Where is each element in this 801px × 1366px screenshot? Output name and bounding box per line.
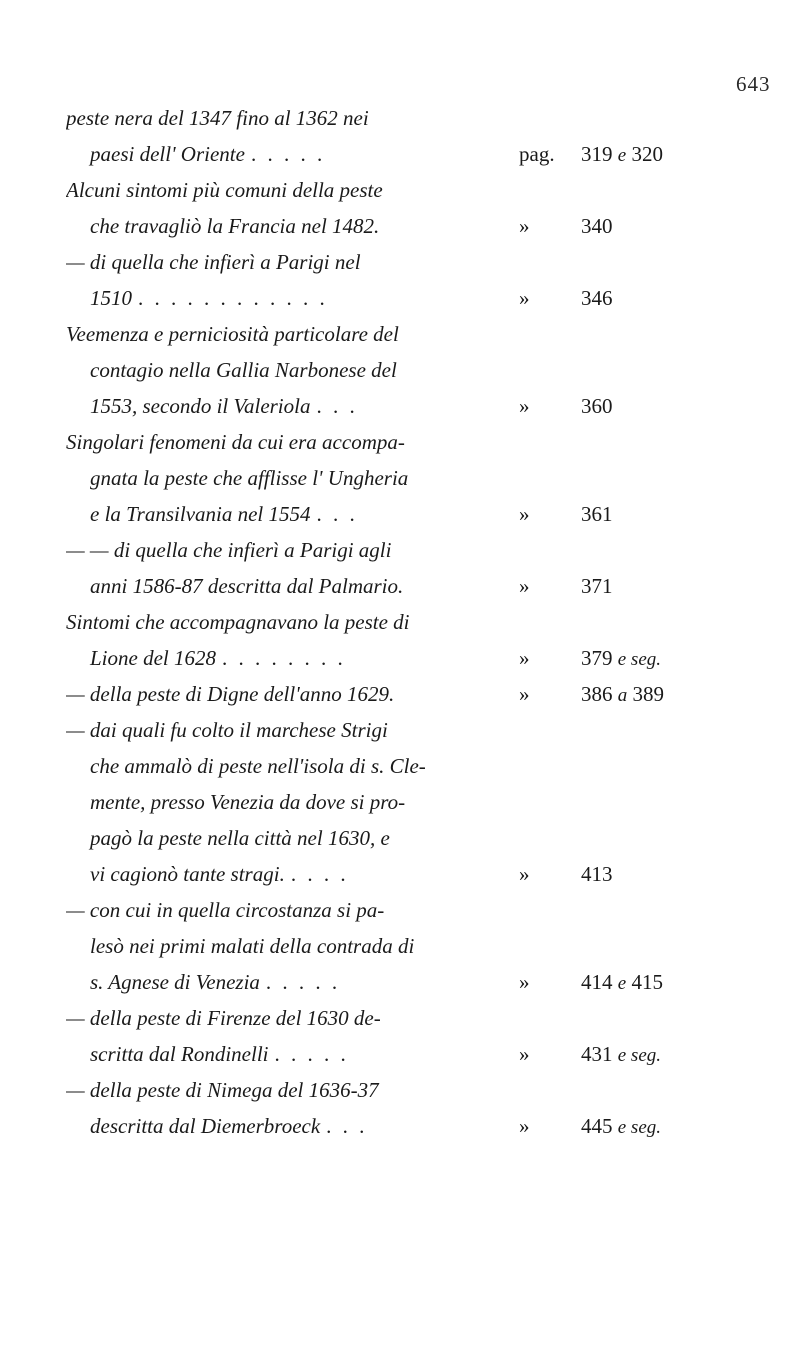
entry-text: e la Transilvania nel 1554	[90, 502, 311, 526]
page-ref-number-end: 389	[632, 682, 664, 706]
page-marker: »	[519, 502, 530, 526]
entry-line	[66, 820, 786, 856]
entry-line	[66, 460, 786, 496]
entry-text: s. Agnese di Venezia	[90, 970, 260, 994]
entry-text: pagò la peste nella città nel 1630, e	[90, 826, 390, 850]
entry-line	[66, 352, 786, 388]
index-entry	[66, 424, 786, 532]
dot-leader: . . . . .	[265, 970, 341, 994]
dot-leader: . . .	[316, 502, 358, 526]
dot-leader: . . . . . . . .	[222, 646, 346, 670]
entry-line	[66, 280, 786, 316]
entry-line	[66, 1036, 786, 1072]
entry-line	[66, 424, 786, 460]
entry-line	[66, 856, 786, 892]
page-ref-number: 386	[581, 682, 613, 706]
page-ref-number: 379	[581, 646, 613, 670]
entry-line	[66, 1072, 786, 1108]
page-ref-conjunction: e seg.	[617, 1045, 662, 1066]
entry-line	[66, 784, 786, 820]
page-ref-conjunction: e seg.	[617, 1117, 662, 1138]
entry-line	[66, 172, 786, 208]
dot-leader: . . . . .	[274, 1042, 349, 1066]
entry-text: — della peste di Firenze del 1630 de-	[66, 1006, 381, 1030]
entry-text: Veemenza e perniciosità particolare del	[66, 322, 399, 346]
entry-text: gnata la peste che afflisse l' Ungheria	[90, 466, 409, 490]
index-entry	[66, 172, 786, 244]
index-entry	[66, 244, 786, 316]
entry-line	[66, 928, 786, 964]
entry-line	[66, 964, 786, 1000]
page-ref-number: 346	[581, 286, 613, 310]
index-entry	[66, 532, 786, 604]
page-ref-conjunction: e	[617, 145, 627, 166]
page-reference	[581, 280, 613, 316]
entry-text: che travagliò la Francia nel 1482.	[90, 214, 380, 238]
page-ref-number: 413	[581, 862, 613, 886]
index-entry	[66, 676, 786, 712]
dot-leader: . . . . .	[250, 142, 326, 166]
dot-leader	[400, 676, 511, 712]
page-ref-number: 445	[581, 1114, 613, 1138]
entry-text: scritta dal Rondinelli	[90, 1042, 269, 1066]
index-entry	[66, 100, 786, 172]
page-reference	[581, 1108, 661, 1146]
page-marker: »	[519, 1114, 530, 1138]
entry-line	[66, 100, 786, 136]
index-entry	[66, 604, 786, 676]
entry-line	[66, 388, 786, 424]
entry-text: lesò nei primi malati della contrada di	[90, 934, 415, 958]
page-marker: pag.	[519, 142, 555, 166]
entry-text: anni 1586-87 descritta dal Palmario.	[90, 574, 404, 598]
entry-line	[66, 136, 786, 172]
entry-line	[66, 1108, 786, 1144]
page-marker: »	[519, 286, 530, 310]
page-ref-number: 340	[581, 214, 613, 238]
entry-line	[66, 748, 786, 784]
entry-text: — con cui in quella circostanza si pa-	[66, 898, 385, 922]
page-reference	[581, 496, 613, 532]
dot-leader: . . . . . . . . . . . .	[138, 286, 328, 310]
page-marker: »	[519, 1042, 530, 1066]
entry-line	[66, 892, 786, 928]
dot-leader	[385, 208, 511, 244]
index-entry	[66, 712, 786, 892]
entry-text: descritta dal Diemerbroeck	[90, 1114, 321, 1138]
page-reference	[581, 568, 613, 604]
page-reference	[581, 676, 664, 714]
page-reference	[581, 388, 613, 424]
entry-text: peste nera del 1347 fino al 1362 nei	[66, 106, 369, 130]
entry-line	[66, 244, 786, 280]
page-marker: »	[519, 970, 530, 994]
page-marker: »	[519, 646, 530, 670]
dot-leader: . . . .	[290, 862, 349, 886]
page-marker: »	[519, 394, 530, 418]
entry-text: — di quella che infierì a Parigi nel	[66, 250, 361, 274]
page-marker: »	[519, 862, 530, 886]
entry-text: contagio nella Gallia Narbonese del	[90, 358, 397, 382]
page-number: 643	[736, 72, 771, 96]
dot-leader	[409, 568, 511, 604]
page-ref-number: 319	[581, 142, 613, 166]
page-marker: »	[519, 214, 530, 238]
page-ref-conjunction: e	[617, 973, 627, 994]
entry-text: mente, presso Venezia da dove si pro-	[90, 790, 406, 814]
entry-line	[66, 532, 786, 568]
page-reference	[581, 640, 661, 678]
entry-text: 1510	[90, 286, 132, 310]
entry-text: paesi dell' Oriente	[90, 142, 245, 166]
entry-text: — della peste di Nimega del 1636-37	[66, 1078, 379, 1102]
entry-line	[66, 604, 786, 640]
index-entry	[66, 316, 786, 424]
page-marker: »	[519, 682, 530, 706]
entry-line	[66, 208, 786, 244]
page-ref-number-end: 415	[631, 970, 663, 994]
entry-text: — — di quella che infierì a Parigi agli	[66, 538, 392, 562]
entry-text: Singolari fenomeni da cui era accompa-	[66, 430, 405, 454]
entry-text: che ammalò di peste nell'isola di s. Cle-	[90, 754, 426, 778]
page-ref-number: 361	[581, 502, 613, 526]
entry-line	[66, 316, 786, 352]
page-ref-conjunction: e seg.	[617, 649, 662, 670]
entry-line	[66, 712, 786, 748]
page-reference	[581, 208, 613, 244]
entry-text: vi cagionò tante stragi.	[90, 862, 285, 886]
dot-leader: . . .	[316, 394, 358, 418]
entry-text: Alcuni sintomi più comuni della peste	[66, 178, 383, 202]
index-entry	[66, 892, 786, 1000]
page-ref-number-end: 320	[631, 142, 663, 166]
page-ref-number: 431	[581, 1042, 613, 1066]
page-reference	[581, 964, 663, 1002]
page-marker: »	[519, 574, 530, 598]
entry-text: 1553, secondo il Valeriola	[90, 394, 311, 418]
page-ref-number: 360	[581, 394, 613, 418]
dot-leader: . . .	[326, 1114, 368, 1138]
entry-line	[66, 676, 786, 712]
page-ref-number: 414	[581, 970, 613, 994]
entry-line	[66, 1000, 786, 1036]
entry-line	[66, 640, 786, 676]
index-list	[66, 100, 786, 1144]
entry-text: — dai quali fu colto il marchese Strigi	[66, 718, 388, 742]
entry-text: — della peste di Digne dell'anno 1629.	[66, 682, 395, 706]
page-reference	[581, 856, 613, 892]
entry-text: Lione del 1628	[90, 646, 216, 670]
entry-text: Sintomi che accompagnavano la peste di	[66, 610, 410, 634]
page-ref-number: 371	[581, 574, 613, 598]
page-ref-conjunction: a	[617, 685, 628, 706]
page-reference	[581, 136, 663, 174]
page-reference	[581, 1036, 661, 1074]
entry-line	[66, 568, 786, 604]
entry-line	[66, 496, 786, 532]
index-entry	[66, 1072, 786, 1144]
index-entry	[66, 1000, 786, 1072]
